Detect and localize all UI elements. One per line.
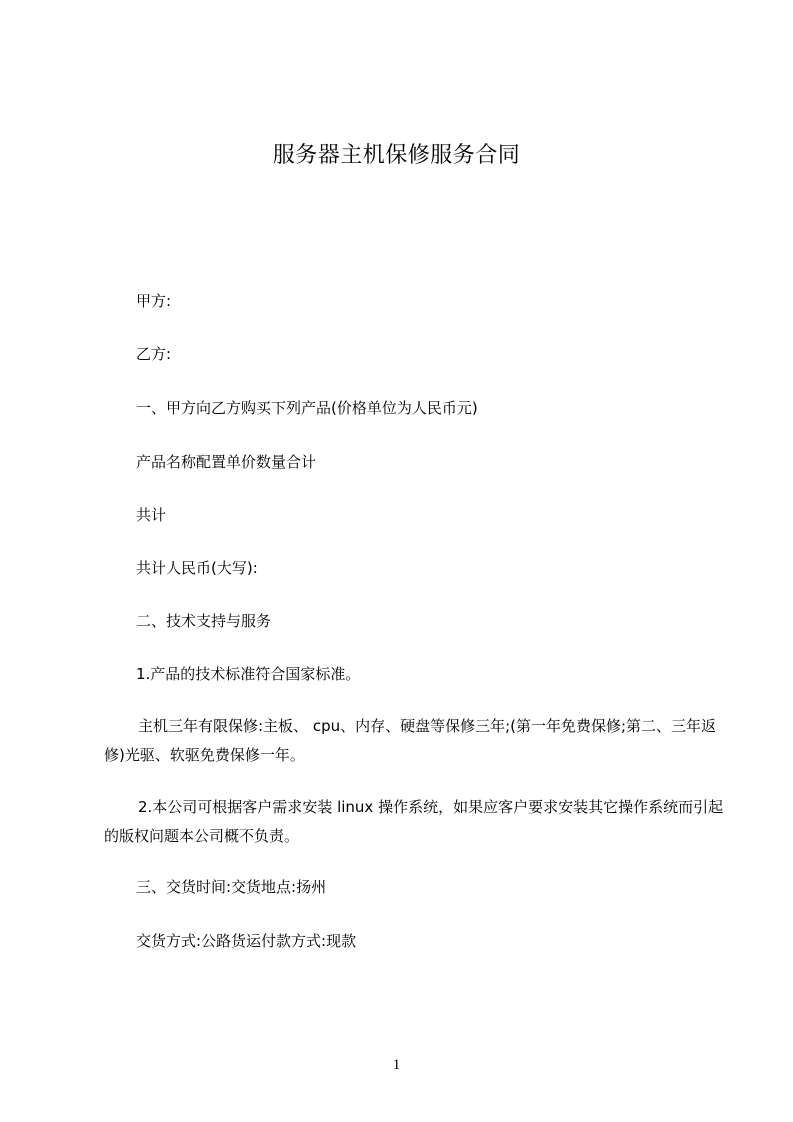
product-table-header: 产品名称配置单价数量合计 bbox=[136, 453, 317, 471]
delivery-method-line: 交货方式:公路货运付款方式:现款 bbox=[136, 932, 357, 950]
clause-2-paragraph: 2.本公司可根据客户需求安装 linux 操作系统，如果应客户要求安装其它操作系统而引起的版权问题本公司概不负责。 bbox=[104, 798, 724, 845]
document-title: 服务器主机保修服务合同 bbox=[272, 143, 521, 168]
section-2-heading: 二、技术支持与服务 bbox=[136, 612, 272, 630]
party-b-label: 乙方: bbox=[136, 345, 172, 363]
section-1-heading: 一、甲方向乙方购买下列产品(价格单位为人民币元) bbox=[136, 399, 478, 417]
warranty-paragraph: 主机三年有限保修:主板、 cpu、内存、硬盘等保修三年;(第一年免费保修;第二、三年返修)光驱、软驱免费保修一年。 bbox=[104, 717, 717, 764]
total-line: 共计 bbox=[136, 506, 167, 524]
party-a-label: 甲方: bbox=[136, 292, 172, 310]
clause-1: 1.产品的技术标准符合国家标准。 bbox=[136, 665, 361, 683]
page-number: 1 bbox=[392, 1057, 401, 1073]
total-rmb-line: 共计人民币(大写): bbox=[136, 559, 258, 577]
section-3-heading: 三、交货时间:交货地点:扬州 bbox=[136, 878, 327, 896]
